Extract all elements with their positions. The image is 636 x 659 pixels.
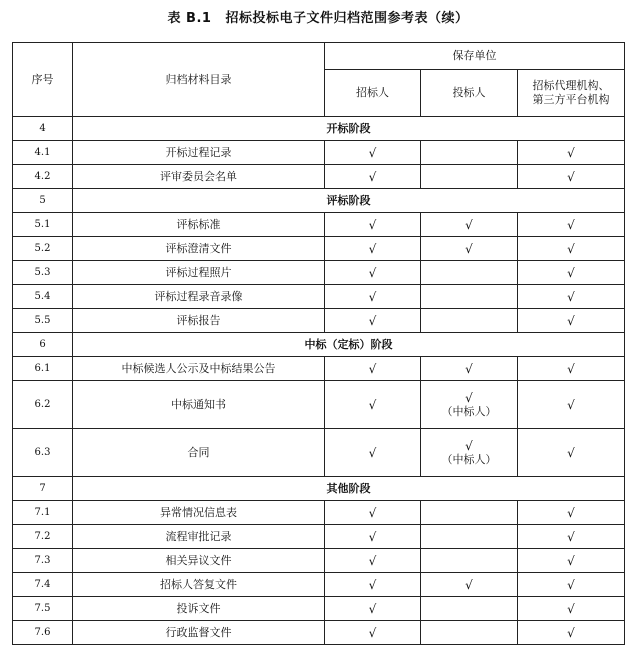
row-item-name: 开标过程记录 [73, 141, 325, 165]
table-title [0, 7, 636, 26]
agency-check: √ [518, 621, 625, 645]
row-number: 5.2 [13, 237, 73, 261]
row-number: 7.4 [13, 573, 73, 597]
tenderer-check: √ [325, 213, 421, 237]
tenderer-check: √ [325, 141, 421, 165]
header-tenderer: 招标人 [325, 70, 421, 117]
section-number: 4 [13, 117, 73, 141]
table-row [13, 597, 625, 621]
agency-check: √ [518, 309, 625, 333]
table-row [13, 309, 625, 333]
bidder-check-cell [421, 621, 518, 645]
section-title: 其他阶段 [73, 477, 625, 501]
bidder-check-cell [421, 165, 518, 189]
row-item-name: 异常情况信息表 [73, 501, 325, 525]
row-item-name: 评审委员会名单 [73, 165, 325, 189]
agency-check: √ [518, 597, 625, 621]
tenderer-check: √ [325, 573, 421, 597]
header-agency-line2: 第三方平台机构 [532, 93, 610, 106]
bidder-check-cell [421, 429, 518, 477]
bidder-check: √ [465, 217, 473, 232]
header-serial-no: 序号 [13, 43, 73, 117]
bidder-check-cell [421, 525, 518, 549]
row-item-name: 投诉文件 [73, 597, 325, 621]
table-row [13, 237, 625, 261]
row-number: 5.5 [13, 309, 73, 333]
row-item-name: 合同 [73, 429, 325, 477]
bidder-check-cell [421, 213, 518, 237]
table-row [13, 621, 625, 645]
row-number: 7.2 [13, 525, 73, 549]
row-item-name: 中标通知书 [73, 381, 325, 429]
row-item-name: 相关异议文件 [73, 549, 325, 573]
table-row [13, 213, 625, 237]
tenderer-check: √ [325, 549, 421, 573]
archive-scope-table [12, 42, 625, 645]
row-number: 6.1 [13, 357, 73, 381]
header-storage-unit: 保存单位 [325, 43, 625, 70]
bidder-check-cell [421, 381, 518, 429]
header-agency [518, 70, 625, 117]
agency-check: √ [518, 549, 625, 573]
agency-check: √ [518, 573, 625, 597]
table-row [13, 429, 625, 477]
agency-check: √ [518, 501, 625, 525]
tenderer-check: √ [325, 357, 421, 381]
table-row [13, 261, 625, 285]
tenderer-check: √ [325, 501, 421, 525]
table-row [13, 165, 625, 189]
row-number: 7.3 [13, 549, 73, 573]
row-number: 5.4 [13, 285, 73, 309]
tenderer-check: √ [325, 621, 421, 645]
section-number: 5 [13, 189, 73, 213]
tenderer-check: √ [325, 165, 421, 189]
row-item-name: 评标报告 [73, 309, 325, 333]
row-number: 7.5 [13, 597, 73, 621]
bidder-check: √ [465, 390, 473, 405]
row-item-name: 流程审批记录 [73, 525, 325, 549]
agency-check: √ [518, 429, 625, 477]
agency-check: √ [518, 165, 625, 189]
agency-check: √ [518, 141, 625, 165]
tenderer-check: √ [325, 261, 421, 285]
row-item-name: 招标人答复文件 [73, 573, 325, 597]
bidder-check-cell [421, 573, 518, 597]
table-row [13, 573, 625, 597]
agency-check: √ [518, 285, 625, 309]
table-row [13, 501, 625, 525]
tenderer-check: √ [325, 381, 421, 429]
bidder-check-cell [421, 141, 518, 165]
row-number: 4.2 [13, 165, 73, 189]
row-item-name: 评标标准 [73, 213, 325, 237]
tenderer-check: √ [325, 237, 421, 261]
table-row [13, 357, 625, 381]
bidder-check-cell [421, 285, 518, 309]
row-number: 5.3 [13, 261, 73, 285]
section-row [13, 189, 625, 213]
bidder-check-cell [421, 501, 518, 525]
section-row [13, 117, 625, 141]
table-row [13, 141, 625, 165]
tenderer-check: √ [325, 525, 421, 549]
table-row [13, 285, 625, 309]
row-item-name: 评标澄清文件 [73, 237, 325, 261]
section-row [13, 477, 625, 501]
bidder-check-cell [421, 237, 518, 261]
agency-check: √ [518, 381, 625, 429]
tenderer-check: √ [325, 285, 421, 309]
row-number: 7.6 [13, 621, 73, 645]
section-number: 7 [13, 477, 73, 501]
header-bidder: 投标人 [421, 70, 518, 117]
bidder-check: √ [465, 241, 473, 256]
row-item-name: 评标过程照片 [73, 261, 325, 285]
agency-check: √ [518, 525, 625, 549]
bidder-check-cell [421, 597, 518, 621]
tenderer-check: √ [325, 429, 421, 477]
bidder-check: √ [465, 577, 473, 592]
table-row [13, 381, 625, 429]
bidder-check: √ [465, 361, 473, 376]
header-item-catalog: 归档材料目录 [73, 43, 325, 117]
tenderer-check: √ [325, 597, 421, 621]
section-row [13, 333, 625, 357]
bidder-check-cell [421, 261, 518, 285]
agency-check: √ [518, 213, 625, 237]
agency-check: √ [518, 261, 625, 285]
header-agency-line1: 招标代理机构、 [532, 79, 610, 92]
agency-check: √ [518, 357, 625, 381]
section-number: 6 [13, 333, 73, 357]
row-item-name: 中标候选人公示及中标结果公告 [73, 357, 325, 381]
row-item-name: 评标过程录音录像 [73, 285, 325, 309]
section-title: 开标阶段 [73, 117, 625, 141]
header-row-1 [13, 43, 625, 70]
bidder-note: （中标人） [441, 404, 497, 418]
row-item-name: 行政监督文件 [73, 621, 325, 645]
table-row [13, 525, 625, 549]
section-title: 评标阶段 [73, 189, 625, 213]
table-row [13, 549, 625, 573]
row-number: 6.3 [13, 429, 73, 477]
tenderer-check: √ [325, 309, 421, 333]
bidder-check-cell [421, 549, 518, 573]
row-number: 7.1 [13, 501, 73, 525]
table-name: 招标投标电子文件归档范围参考表（续） [225, 11, 469, 26]
table-number: 表 B.1 [167, 11, 212, 26]
bidder-check: √ [465, 438, 473, 453]
row-number: 6.2 [13, 381, 73, 429]
table-body [13, 43, 625, 645]
row-number: 5.1 [13, 213, 73, 237]
section-title: 中标（定标）阶段 [73, 333, 625, 357]
agency-check: √ [518, 237, 625, 261]
bidder-note: （中标人） [441, 452, 497, 466]
row-number: 4.1 [13, 141, 73, 165]
bidder-check-cell [421, 309, 518, 333]
bidder-check-cell [421, 357, 518, 381]
